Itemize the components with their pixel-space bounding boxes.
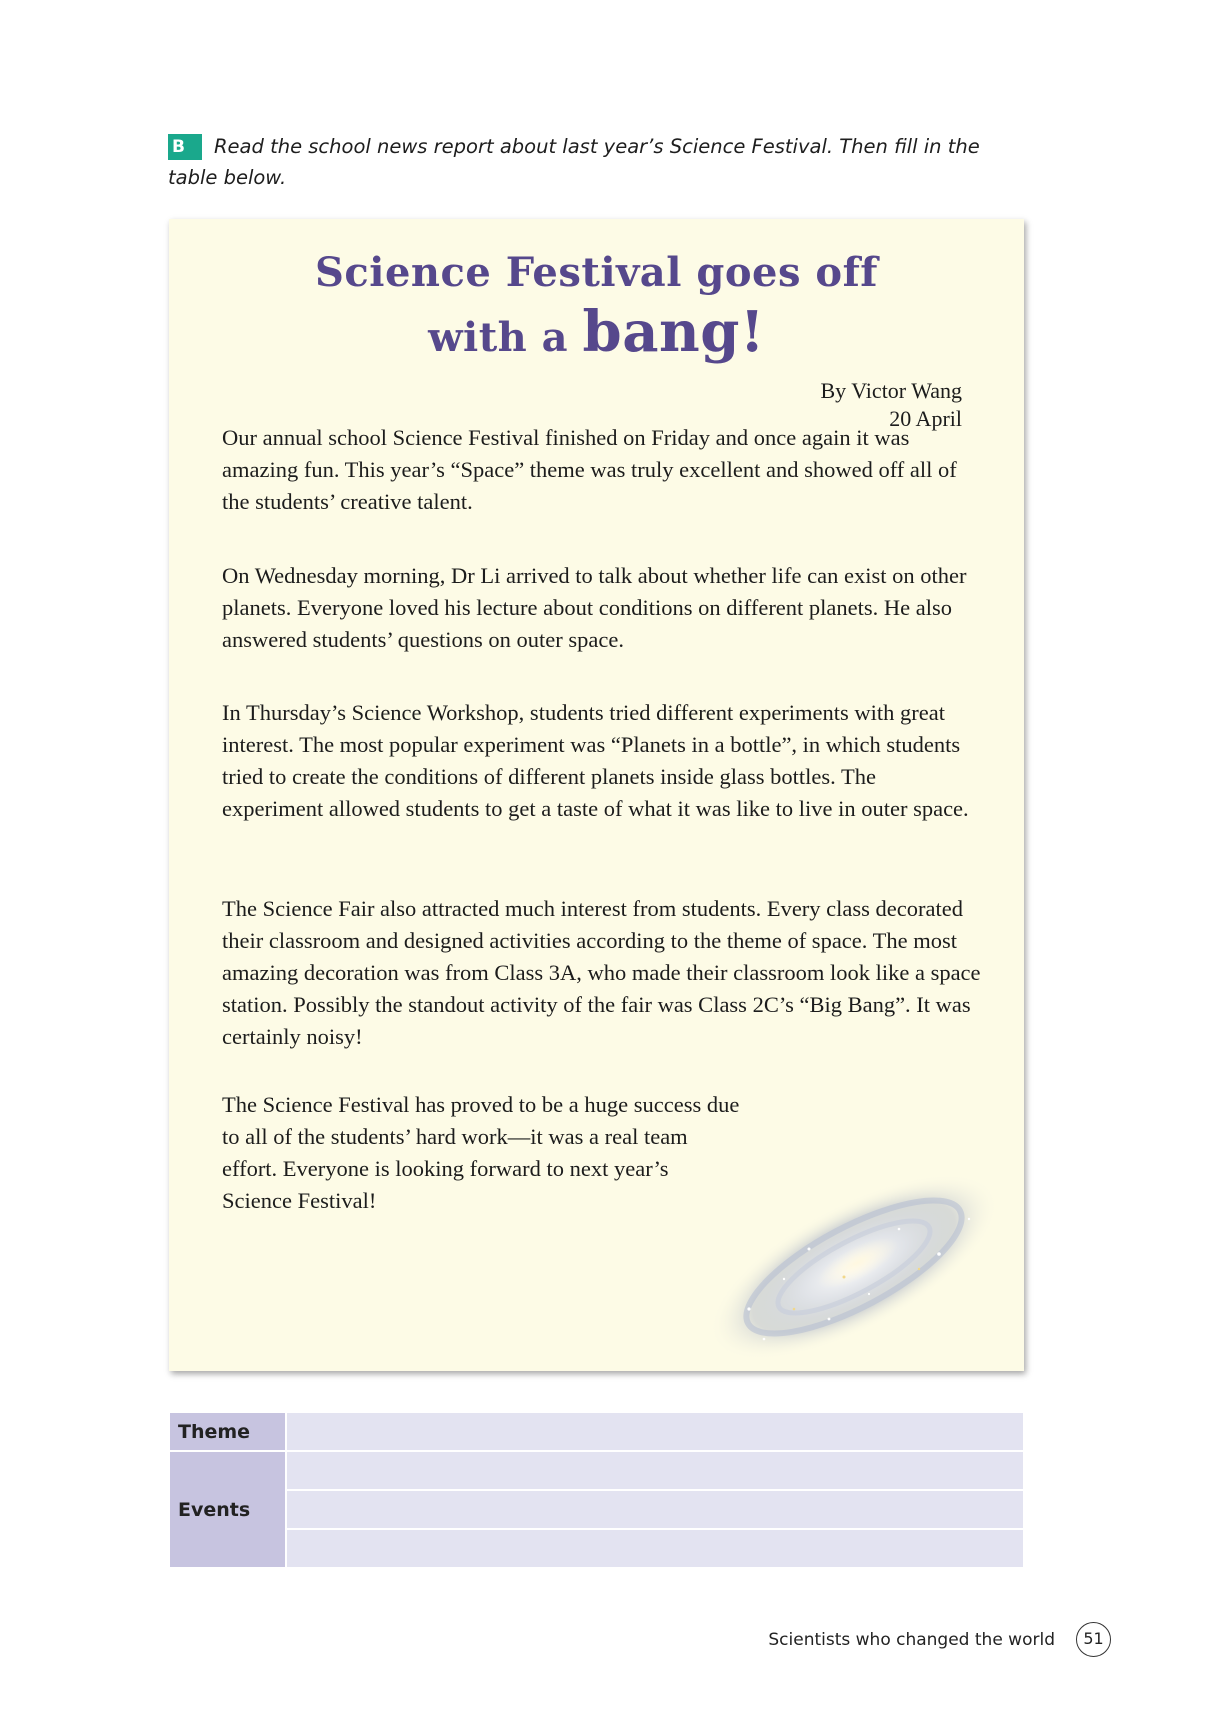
events-label: Events — [169, 1451, 286, 1568]
theme-label: Theme — [169, 1412, 286, 1451]
table-row — [169, 1451, 1024, 1490]
fill-in-table — [168, 1411, 1025, 1569]
article-paragraph-5: The Science Festival has proved to be a huge success due to all of the students’ hard work—it was a real team effort. Everyone is looking forward to next year’s Science Festival! — [222, 1092, 740, 1213]
galaxy-image — [689, 1159, 1019, 1371]
headline-line-2 — [169, 301, 1024, 369]
article-author: By Victor Wang — [820, 378, 962, 403]
instruction-text: Read the school news report about last year’s Science Festival. Then fill in the table below. — [168, 135, 980, 189]
table-row — [169, 1490, 1024, 1529]
article-headline — [169, 245, 1024, 369]
events-answer-cell-1[interactable] — [286, 1451, 1024, 1490]
article-paragraph-4: The Science Fair also attracted much interest from students. Every class decorated their classroom and designed activities according to the theme of space. The most amazing decoration was from Class 3A, who made their classroom look like a space station. Possibly the standout activity of the fair was Class 2C’s “Big Bang”. It was certainly noisy! — [222, 896, 981, 1049]
events-answer-cell-3[interactable] — [286, 1529, 1024, 1568]
article-paragraph-1: Our annual school Science Festival finished on Friday and once again it was amazing fun. This year’s “Space” theme was truly excellent and showed off all of the students’ creative talent. — [222, 425, 957, 514]
headline-emphasis: bang! — [582, 299, 765, 365]
theme-answer-cell[interactable] — [286, 1412, 1024, 1451]
exercise-badge: B — [168, 134, 202, 160]
article-paragraph-3: In Thursday’s Science Workshop, students tried different experiments with great interest. The most popular experiment was “Planets in a bottle”, in which students tried to create the conditions of different planets inside glass bottles. The experiment allowed students to get a taste of what it was like to live in outer space. — [222, 700, 969, 821]
table-row — [169, 1412, 1024, 1451]
news-article-card — [169, 219, 1024, 1371]
events-answer-cell-2[interactable] — [286, 1490, 1024, 1529]
page-number: 51 — [1076, 1622, 1111, 1657]
article-date: 20 April — [889, 406, 962, 431]
headline-line-1: Science Festival goes off — [315, 249, 878, 296]
article-paragraph-2: On Wednesday morning, Dr Li arrived to talk about whether life can exist on other planets. Everyone loved his lecture about conditions on different planets. He also answered students’ questions on outer space. — [222, 563, 967, 652]
exercise-instruction — [168, 131, 1028, 193]
chapter-title: Scientists who changed the world — [768, 1630, 1055, 1650]
headline-line-2-prefix: with a — [428, 314, 583, 361]
table-row — [169, 1529, 1024, 1568]
